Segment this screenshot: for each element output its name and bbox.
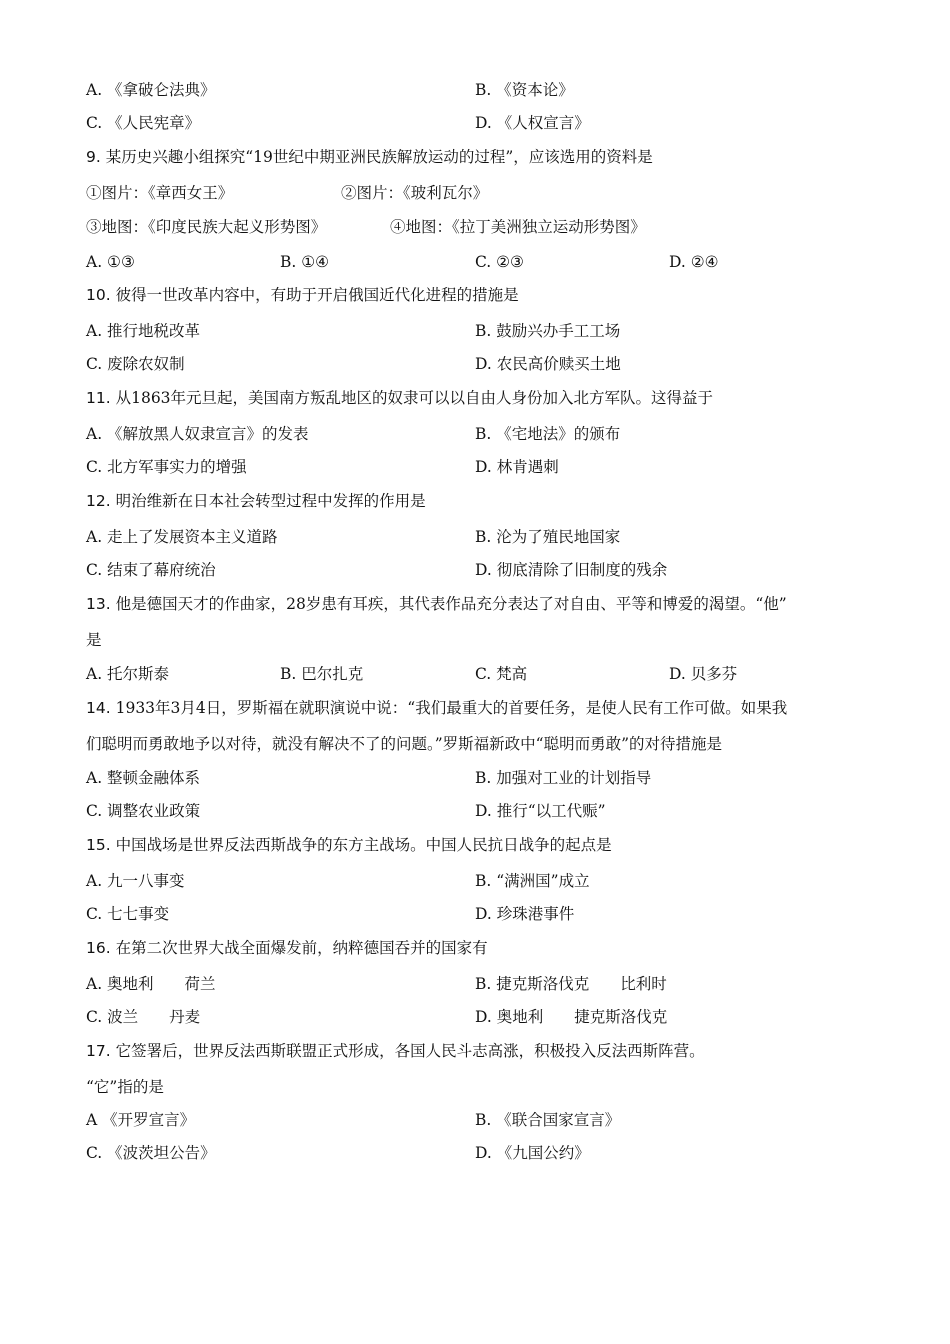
- q13-option-b: B. 巴尔扎克: [280, 665, 364, 683]
- q10-option-a: A. 推行地税改革: [86, 322, 201, 340]
- q11-option-a: A. 《解放黑人奴隶宣言》的发表: [86, 425, 309, 443]
- q14-option-b: B. 加强对工业的计划指导: [475, 769, 652, 787]
- q16-option-b: B. 捷克斯洛伐克 比利时: [475, 975, 667, 993]
- q9-material-3: ③地图：《印度民族大起义形势图》: [86, 218, 327, 236]
- q14-stem-line1: 1933年3月4日，罗斯福在就职演说中说：“我们最重大的首要任务，是使人民有工作可做。如果我: [115, 699, 788, 717]
- q9-option-b: B. ①④: [280, 253, 330, 271]
- q12-stem-text: 明治维新在日本社会转型过程中发挥的作用是: [115, 492, 426, 510]
- q14-stem: [86, 698, 787, 718]
- q9-option-a: A. ①③: [86, 253, 135, 271]
- q12-number: 12.: [86, 492, 111, 510]
- q10-number: 10.: [86, 286, 111, 304]
- q17-option-a: A 《开罗宣言》: [86, 1111, 196, 1129]
- q11-number: 11.: [86, 389, 111, 407]
- q9-option-c: C. ②③: [475, 253, 524, 271]
- q12-option-c: C. 结束了幕府统治: [86, 561, 216, 579]
- q10-stem: [86, 285, 519, 305]
- q17-stem: [86, 1041, 705, 1061]
- q9-material-1: ①图片：《章西女王》: [86, 184, 234, 202]
- q15-option-a: A. 九一八事变: [86, 872, 185, 890]
- q10-option-b: B. 鼓励兴办手工工场: [475, 322, 621, 340]
- q12-stem: [86, 491, 426, 511]
- q11-option-c: C. 北方军事实力的增强: [86, 458, 247, 476]
- q9-number: 9.: [86, 148, 101, 166]
- q12-option-d: D. 彻底清除了旧制度的残余: [475, 561, 668, 579]
- q8-option-a: A. 《拿破仑法典》: [86, 81, 216, 99]
- q11-stem: [86, 388, 713, 408]
- q17-option-c: C. 《波茨坦公告》: [86, 1144, 216, 1162]
- q16-number: 16.: [86, 939, 111, 957]
- q13-stem-line2: 是: [86, 631, 102, 649]
- q12-option-a: A. 走上了发展资本主义道路: [86, 528, 278, 546]
- q8-option-b: B. 《资本论》: [475, 81, 574, 99]
- q16-option-d: D. 奥地利 捷克斯洛伐克: [475, 1008, 668, 1026]
- q13-number: 13.: [86, 595, 111, 613]
- q11-stem-text: 从1863年元旦起，美国南方叛乱地区的奴隶可以以自由人身份加入北方军队。这得益于: [115, 389, 714, 407]
- q13-option-c: C. 梵高: [475, 665, 528, 683]
- q16-stem: [86, 938, 488, 958]
- q15-option-c: C. 七七事变: [86, 905, 170, 923]
- q10-stem-text: 彼得一世改革内容中，有助于开启俄国近代化进程的措施是: [115, 286, 519, 304]
- q9-stem: [86, 147, 653, 167]
- q14-option-d: D. 推行“以工代赈”: [475, 802, 606, 820]
- q17-stem-line1: 它签署后，世界反法西斯联盟正式形成，各国人民斗志高涨，积极投入反法西斯阵营。: [115, 1042, 705, 1060]
- q9-stem-text: 某历史兴趣小组探究“19世纪中期亚洲民族解放运动的过程”，应该选用的资料是: [105, 148, 653, 166]
- q13-stem: [86, 594, 787, 614]
- q8-option-c: C. 《人民宪章》: [86, 114, 201, 132]
- q15-number: 15.: [86, 836, 111, 854]
- q13-option-a: A. 托尔斯泰: [86, 665, 170, 683]
- q17-option-b: B. 《联合国家宣言》: [475, 1111, 621, 1129]
- q10-option-c: C. 废除农奴制: [86, 355, 185, 373]
- q14-option-a: A. 整顿金融体系: [86, 769, 201, 787]
- q15-option-b: B. “满洲国”成立: [475, 872, 590, 890]
- q8-option-d: D. 《人权宣言》: [475, 114, 590, 132]
- q11-option-b: B. 《宅地法》的颁布: [475, 425, 621, 443]
- q9-material-2: ②图片：《玻利瓦尔》: [341, 184, 489, 202]
- q13-option-d: D. 贝多芬: [669, 665, 738, 683]
- q10-option-d: D. 农民高价赎买土地: [475, 355, 621, 373]
- q12-option-b: B. 沦为了殖民地国家: [475, 528, 621, 546]
- q16-option-a: A. 奥地利 荷兰: [86, 975, 216, 993]
- q15-stem-text: 中国战场是世界反法西斯战争的东方主战场。中国人民抗日战争的起点是: [115, 836, 612, 854]
- q16-stem-text: 在第二次世界大战全面爆发前，纳粹德国吞并的国家有: [115, 939, 488, 957]
- q17-option-d: D. 《九国公约》: [475, 1144, 590, 1162]
- q17-number: 17.: [86, 1042, 111, 1060]
- q16-option-c: C. 波兰 丹麦: [86, 1008, 201, 1026]
- q14-option-c: C. 调整农业政策: [86, 802, 201, 820]
- q9-material-4: ④地图：《拉丁美洲独立运动形势图》: [390, 218, 646, 236]
- q14-number: 14.: [86, 699, 111, 717]
- q11-option-d: D. 林肯遇刺: [475, 458, 559, 476]
- q17-stem-line2: “它”指的是: [86, 1078, 164, 1096]
- q9-option-d: D. ②④: [669, 253, 719, 271]
- q14-stem-line2: 们聪明而勇敢地予以对待，就没有解决不了的问题。”罗斯福新政中“聪明而勇敢”的对待措施是: [86, 735, 723, 753]
- q15-option-d: D. 珍珠港事件: [475, 905, 575, 923]
- q13-stem-line1: 他是德国天才的作曲家，28岁患有耳疾，其代表作品充分表达了对自由、平等和博爱的渴望。“他”: [115, 595, 787, 613]
- q15-stem: [86, 835, 612, 855]
